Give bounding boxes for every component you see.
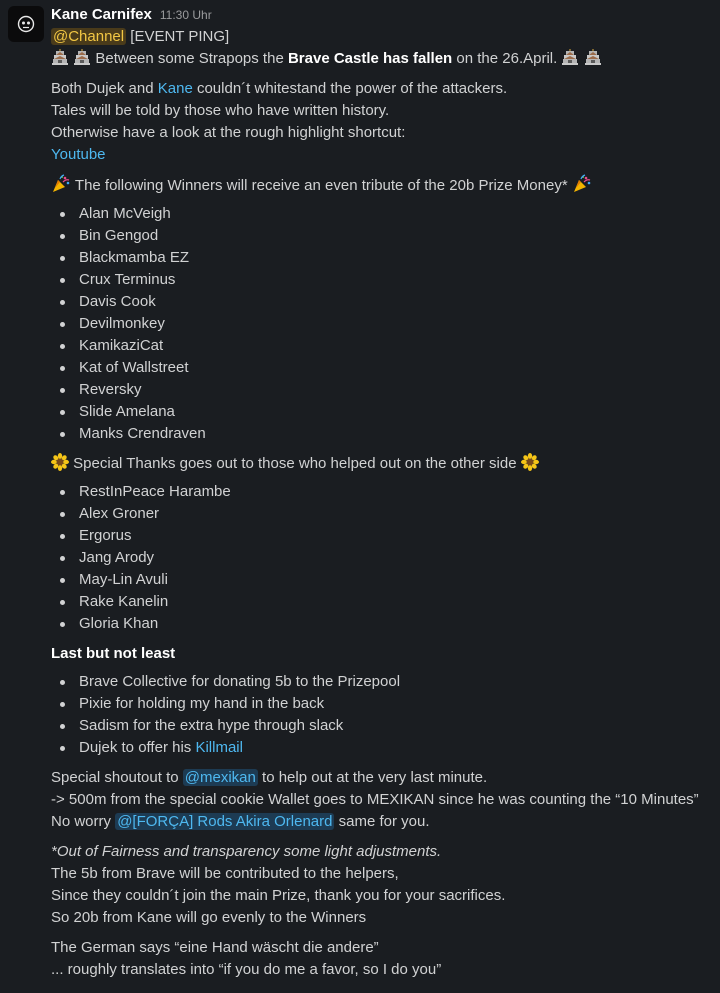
sunflower-icon: [51, 453, 69, 471]
list-item: Davis Cook: [79, 291, 708, 313]
p1-post: couldn´t whitestand the power of the attackers.: [192, 80, 508, 97]
winners-header: [51, 174, 708, 197]
party-popper-icon: [51, 174, 71, 194]
translate-line: ... roughly translates into “if you do me a favor, so I do you”: [51, 961, 442, 978]
author-name[interactable]: Kane Carnifex: [51, 6, 152, 23]
paragraph-line: Tales will be told by those who have written history.: [51, 102, 390, 119]
intro-bold: Brave Castle has fallen: [287, 50, 453, 67]
fairness-text: *Out of Fairness and transparency some light adjustments.: [51, 843, 442, 860]
castle-icon: [51, 48, 69, 66]
fairness-line: [51, 841, 708, 863]
noworry-pre: No worry: [51, 813, 116, 830]
list-item: Reversky: [79, 379, 708, 401]
list-item: RestInPeace Harambe: [79, 481, 708, 503]
shoutout-pre: Special shoutout to: [51, 769, 183, 786]
shoutout-post: to help out at the very last minute.: [257, 769, 488, 786]
castle-icon: [73, 48, 91, 66]
list-item: Brave Collective for donating 5b to the Prizepool: [79, 671, 708, 693]
list-item: Jang Arody: [79, 547, 708, 569]
paragraph-line: [51, 144, 708, 166]
last-list: [51, 671, 708, 759]
list-item: Slide Amelana: [79, 401, 708, 423]
avatar[interactable]: [8, 6, 44, 42]
intro-line: [51, 48, 708, 70]
party-popper-icon: [572, 174, 592, 194]
sunflower-icon: [521, 453, 539, 471]
paragraph-line: [51, 78, 708, 100]
thanks-header: [51, 453, 708, 475]
list-item: Blackmamba EZ: [79, 247, 708, 269]
winners-list: [51, 203, 708, 445]
list-item: Sadism for the extra hype through slack: [79, 715, 708, 737]
list-item: Bin Gengod: [79, 225, 708, 247]
last-header-text: Last but not least: [51, 645, 176, 662]
youtube-link[interactable]: Youtube: [51, 146, 106, 163]
list-item: Ergorus: [79, 525, 708, 547]
intro-pre: Between some Strapops the: [95, 50, 288, 67]
list-item: Rake Kanelin: [79, 591, 708, 613]
german-line: The German says “eine Hand wäscht die andere”: [51, 939, 379, 956]
castle-icon: [561, 48, 579, 66]
p1-pre: Both Dujek and: [51, 80, 158, 97]
killmail-link[interactable]: Killmail: [195, 739, 243, 756]
list-item: Kat of Wallstreet: [79, 357, 708, 379]
timestamp[interactable]: 11:30 Uhr: [159, 8, 212, 22]
since-line: Since they couldn´t join the main Prize, thank you for your sacrifices.: [51, 887, 506, 904]
noworry-line: [51, 811, 708, 833]
list-item: May-Lin Avuli: [79, 569, 708, 591]
thanks-header-text: Special Thanks goes out to those who helped out on the other side: [73, 455, 517, 472]
brave-line: The 5b from Brave will be contributed to the helpers,: [51, 865, 399, 882]
paragraph-line: Otherwise have a look at the rough highlight shortcut:: [51, 124, 406, 141]
intro-post: on the 26.April.: [452, 50, 558, 67]
so-line: So 20b from Kane will go evenly to the Winners: [51, 909, 367, 926]
skull-icon: [17, 15, 35, 33]
list-item: [79, 737, 708, 759]
mexikan-mention[interactable]: @mexikan: [184, 769, 256, 786]
helpers-list: [51, 481, 708, 635]
list-item: Devilmonkey: [79, 313, 708, 335]
last-header: [51, 643, 708, 665]
killmail-pre: Dujek to offer his: [79, 739, 196, 756]
list-item: Alan McVeigh: [79, 203, 708, 225]
event-ping-label: [EVENT PING]: [130, 28, 230, 45]
list-item: KamikaziCat: [79, 335, 708, 357]
list-item: Crux Terminus: [79, 269, 708, 291]
message-header: [51, 6, 708, 26]
shoutout-line: [51, 767, 708, 789]
channel-mention[interactable]: @Channel: [53, 28, 125, 45]
list-item: Alex Groner: [79, 503, 708, 525]
ping-line: [51, 26, 708, 48]
list-item: Gloria Khan: [79, 613, 708, 635]
list-item: Pixie for holding my hand in the back: [79, 693, 708, 715]
rods-mention[interactable]: @[FORÇA] Rods Akira Orlenard: [117, 813, 333, 830]
noworry-post: same for you.: [334, 813, 430, 830]
kane-link[interactable]: Kane: [157, 80, 193, 97]
castle-icon: [584, 48, 602, 66]
wallet-line: -> 500m from the special cookie Wallet goes to MEXIKAN since he was counting the “10 Minutes”: [51, 791, 699, 808]
winners-header-text: The following Winners will receive an even tribute of the 20b Prize Money*: [74, 177, 568, 194]
list-item: Manks Crendraven: [79, 423, 708, 445]
